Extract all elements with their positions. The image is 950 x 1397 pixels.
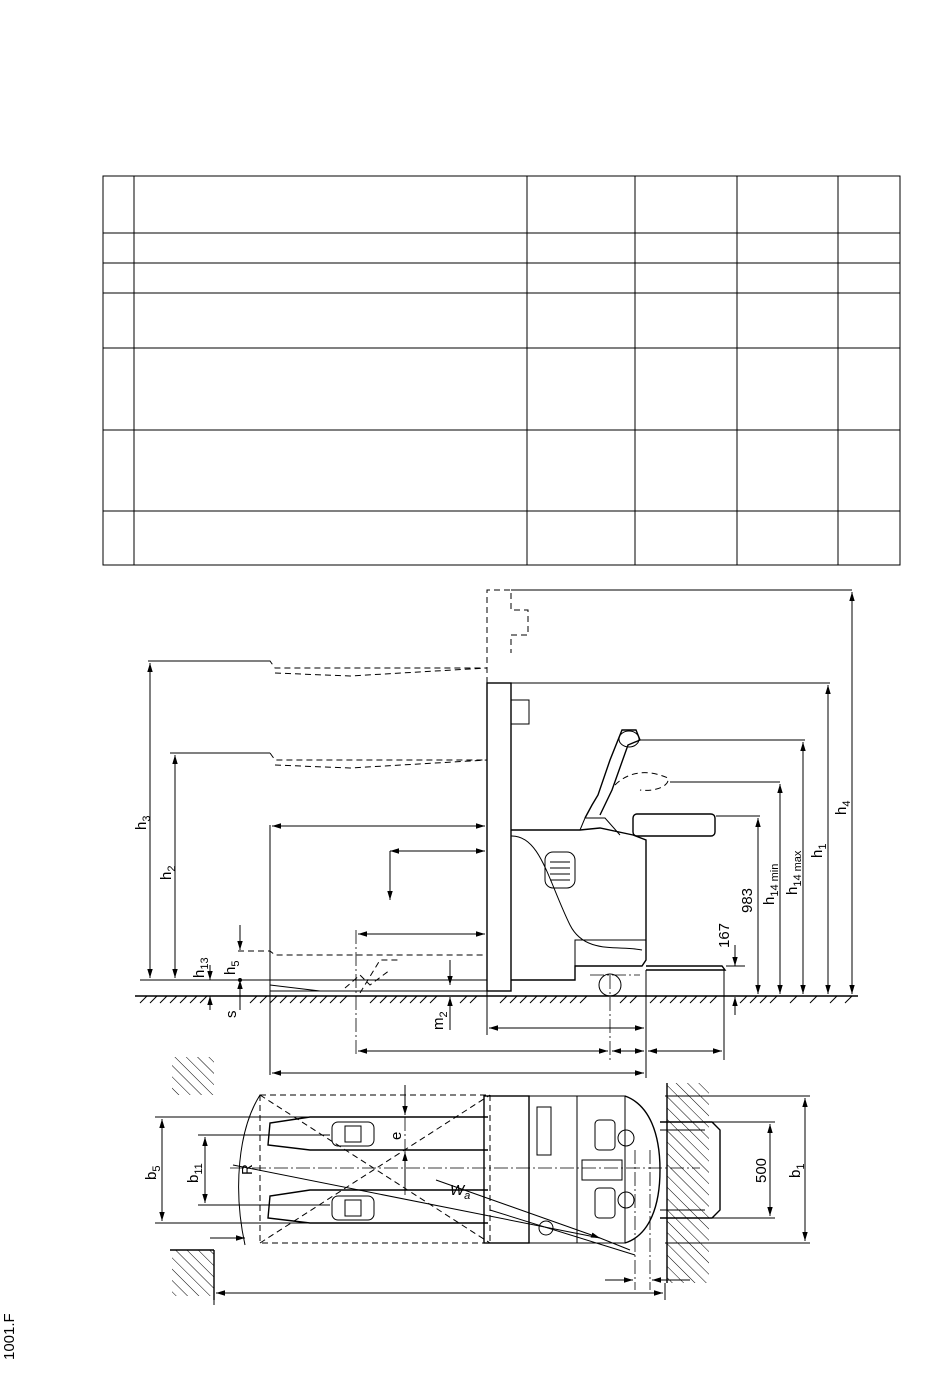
ground-hatch [140, 996, 852, 1003]
label-h2: $h_2$ [158, 865, 178, 880]
drawing-id: 1001.F [1, 1313, 18, 1360]
label-b11: $b_{11}$ [185, 1163, 205, 1183]
label-h14-max: $h_{14 max}$ [784, 850, 804, 895]
label-h13: $h_{13}$ [191, 957, 211, 978]
forks-top [268, 1117, 488, 1223]
wall-hatch-bottom-left [172, 1250, 214, 1296]
spec-table [103, 176, 900, 565]
mast [487, 590, 852, 991]
label-h4: $h_4$ [833, 800, 853, 815]
label-m2: $m_2$ [430, 1011, 450, 1030]
label-167: 167 [716, 922, 733, 948]
top-view [143, 1057, 810, 1305]
horizontal-dimensions [270, 825, 724, 1078]
label-Wa: $W_a$ [450, 1182, 471, 1202]
top-view-dimensions [155, 1085, 810, 1305]
right-dimensions [511, 592, 852, 1015]
label-R: R [239, 1164, 256, 1175]
raised-forks [148, 661, 487, 955]
left-dimensions [140, 663, 450, 1030]
truck-body [511, 730, 725, 996]
side-view [133, 590, 858, 1078]
label-e: e [388, 1131, 405, 1140]
label-h14-min: $h_{14 min}$ [761, 863, 781, 905]
label-h5: $h_5$ [222, 960, 242, 975]
tiller [585, 730, 640, 818]
label-983: 983 [739, 887, 756, 913]
forks-lowered [270, 960, 487, 993]
label-s: s [223, 1010, 240, 1018]
label-h3: $h_3$ [133, 815, 153, 830]
wall-hatch-right [667, 1083, 709, 1283]
label-b5: $b_5$ [143, 1165, 163, 1180]
label-500: 500 [753, 1157, 770, 1183]
wall-hatch-top-left [172, 1057, 214, 1095]
label-b1: $b_1$ [787, 1163, 807, 1178]
label-h1: $h_1$ [809, 843, 829, 858]
